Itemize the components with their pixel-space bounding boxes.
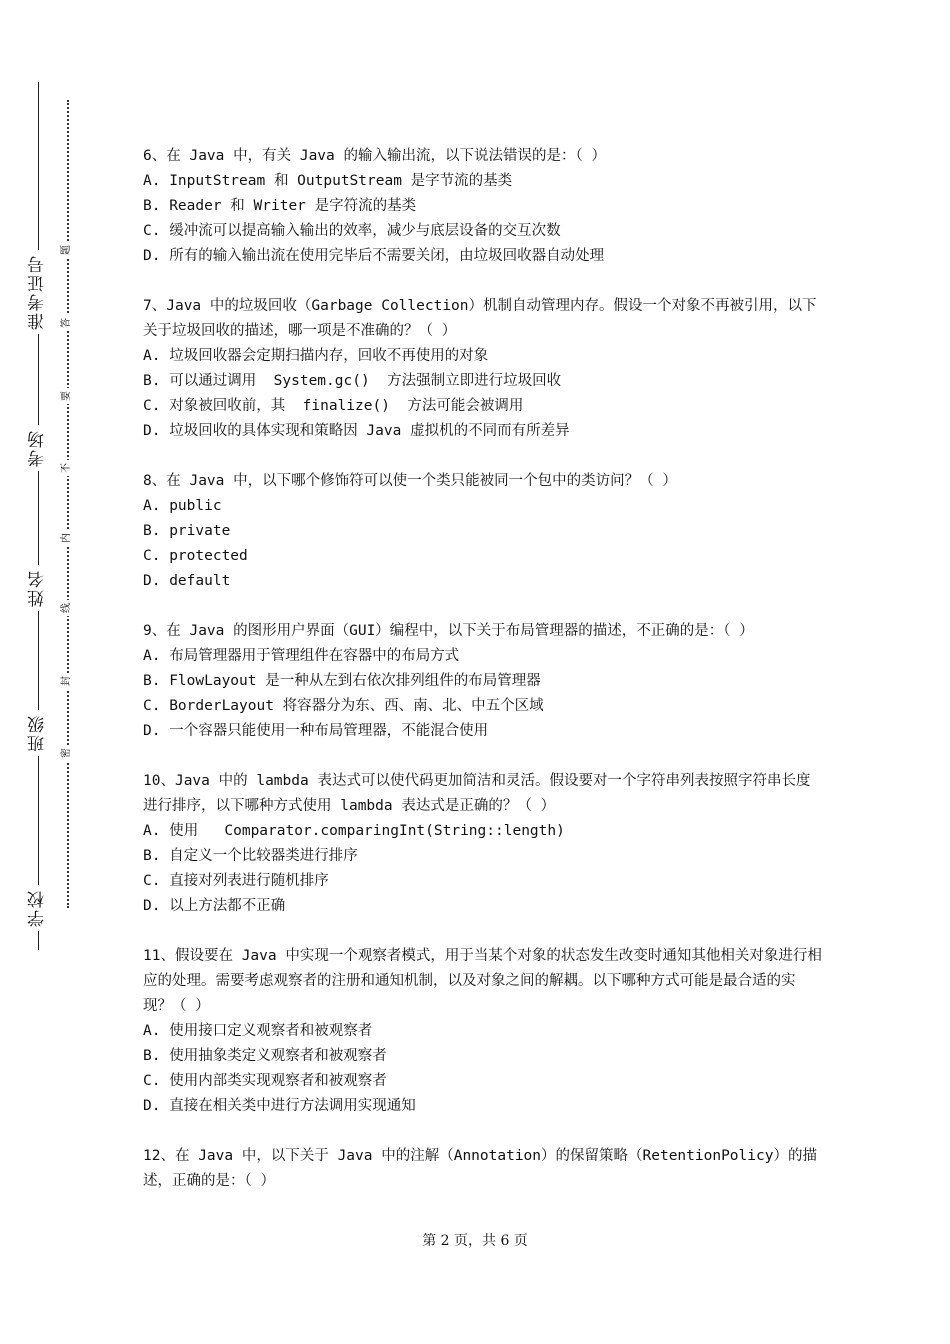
option-a: A. 垃圾回收器会定期扫描内存，回收不再使用的对象: [143, 348, 489, 364]
option-c: C. BorderLayout 将容器分为东、西、南、北、中五个区域: [143, 698, 544, 714]
field-school: 学校: [20, 885, 56, 931]
option-a: A. 布局管理器用于管理组件在容器中的布局方式: [143, 648, 460, 664]
question-stem: 8、在 Java 中，以下哪个修饰符可以使一个类只能被同一个包中的类访问？（ ）: [143, 473, 677, 489]
question-stem: 12、在 Java 中，以下关于 Java 中的注解（Annotation）的保留策略（RetentionPolicy）的描述，正确的是：（ ）: [143, 1148, 817, 1189]
option-a: A. InputStream 和 OutputStream 是字节流的基类: [143, 173, 513, 189]
option-b: B. private: [143, 523, 231, 539]
option-a: A. public: [143, 498, 222, 514]
seal-char: 封: [59, 673, 75, 689]
field-admission-number: 准考证号: [20, 250, 56, 334]
option-b: B. 使用抽象类定义观察者和被观察者: [143, 1048, 387, 1064]
option-d: D. default: [143, 573, 231, 589]
option-a: A. 使用接口定义观察者和被观察者: [143, 1023, 373, 1039]
seal-char: 线: [59, 600, 75, 616]
seal-char: 内: [59, 530, 75, 546]
option-d: D. 一个容器只能使用一种布局管理器，不能混合使用: [143, 723, 489, 739]
seal-char: 答: [59, 315, 75, 331]
question-8: [143, 469, 823, 594]
question-stem: 9、在 Java 的图形用户界面（GUI）编程中，以下关于布局管理器的描述，不正确的是：（ ）: [143, 623, 754, 639]
question-7: [143, 294, 823, 444]
field-class: 班级: [20, 710, 56, 756]
question-6: [143, 144, 823, 269]
option-d: D. 所有的输入输出流在使用完毕后不需要关闭，由垃圾回收器自动处理: [143, 248, 605, 264]
option-c: C. 直接对列表进行随机排序: [143, 873, 329, 889]
field-exam-room: 考场: [20, 425, 56, 471]
binding-solid-line: [38, 82, 39, 950]
option-c: C. 对象被回收前，其 finalize() 方法可能会被调用: [143, 398, 524, 414]
option-b: B. FlowLayout 是一种从左到右依次排列组件的布局管理器: [143, 673, 541, 689]
question-stem: 7、Java 中的垃圾回收（Garbage Collection）机制自动管理内存。假设一个对象不再被引用，以下关于垃圾回收的描述，哪一项是不准确的？（ ）: [143, 298, 817, 339]
question-11: [143, 944, 823, 1119]
seal-char: 密: [59, 745, 75, 761]
option-a: A. 使用 Comparator.comparingInt(String::length): [143, 823, 565, 839]
question-12: [143, 1144, 823, 1194]
option-b: B. 自定义一个比较器类进行排序: [143, 848, 358, 864]
seal-char: 要: [59, 388, 75, 404]
seal-char: 不: [59, 460, 75, 476]
page-number: 第 2 页，共 6 页: [422, 1233, 528, 1249]
question-stem: 10、Java 中的 lambda 表达式可以使代码更加简洁和灵活。假设要对一个字符串列表按照字符串长度进行排序，以下哪种方式使用 lambda 表达式是正确的？（ ）: [143, 773, 811, 814]
option-d: D. 垃圾回收的具体实现和策略因 Java 虚拟机的不同而有所差异: [143, 423, 570, 439]
option-d: D. 以上方法都不正确: [143, 898, 286, 914]
option-c: C. 使用内部类实现观察者和被观察者: [143, 1073, 387, 1089]
question-10: [143, 769, 823, 919]
question-9: [143, 619, 823, 744]
question-stem: 11、假设要在 Java 中实现一个观察者模式，用于当某个对象的状态发生改变时通知其他相关对象进行相应的处理。需要考虑观察者的注册和通知机制，以及对象之间的解耦。以下哪种方式可能是最合适的实现？（ ）: [143, 948, 822, 1014]
option-c: C. 缓冲流可以提高输入输出的效率，减少与底层设备的交互次数: [143, 223, 561, 239]
option-b: B. 可以通过调用 System.gc() 方法强制立即进行垃圾回收: [143, 373, 562, 389]
option-d: D. 直接在相关类中进行方法调用实现通知: [143, 1098, 416, 1114]
question-stem: 6、在 Java 中，有关 Java 的输入输出流，以下说法错误的是：（ ）: [143, 148, 606, 164]
field-name: 姓名: [20, 565, 56, 611]
seal-dotted-line: [67, 100, 69, 908]
option-b: B. Reader 和 Writer 是字符流的基类: [143, 198, 417, 214]
seal-char: 题: [59, 242, 75, 258]
question-list: [143, 144, 823, 1219]
option-c: C. protected: [143, 548, 248, 564]
binding-margin: [0, 0, 100, 1344]
